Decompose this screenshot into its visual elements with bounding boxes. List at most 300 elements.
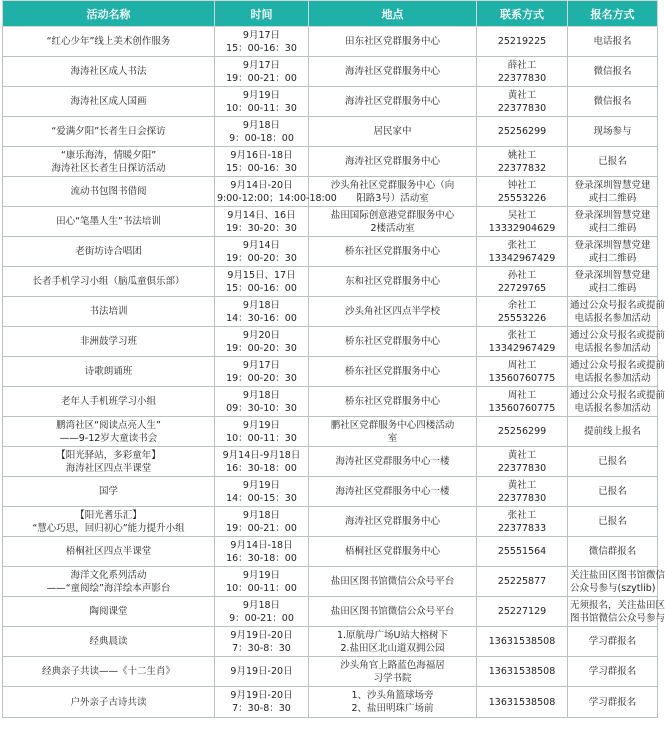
header-activity-name: 活动名称	[3, 1, 215, 27]
cell-line: 钟社工	[507, 179, 537, 191]
cell-line: 鹏社区党群服务中心四楼活动	[330, 419, 455, 431]
cell-line: 1、沙头角篮球场旁	[351, 690, 434, 701]
signup-method-cell	[568, 27, 658, 57]
table-row	[3, 177, 658, 207]
cell-line: 1.原航母广场U站大榕树下	[336, 629, 449, 641]
cell-line: 13631538508	[488, 636, 556, 647]
cell-line: 鹏湾社区“阅读点亮人生”	[56, 419, 161, 431]
signup-method-cell	[568, 417, 658, 447]
cell-line: 已报名	[598, 486, 627, 497]
location-cell	[309, 357, 477, 387]
cell-line: 2.盐田区北山道双拥公园	[340, 642, 445, 654]
contact-cell	[477, 147, 568, 177]
cell-line: 余社工	[507, 299, 537, 311]
location-cell	[309, 207, 477, 237]
cell-line: 9月19日-20日	[230, 666, 293, 677]
cell-line: 25551564	[497, 546, 547, 557]
cell-line: 梧桐社区党群服务中心	[344, 546, 440, 557]
contact-cell	[477, 57, 568, 87]
cell-line: 9月14日	[242, 239, 281, 251]
cell-line: 15：00-16：30	[226, 42, 297, 54]
cell-line: 9月14日-9月18日	[222, 449, 301, 461]
contact-cell	[477, 687, 568, 718]
contact-cell	[477, 477, 568, 507]
time-cell	[215, 477, 309, 507]
cell-line: 吴社工	[507, 209, 537, 221]
location-cell	[309, 477, 477, 507]
table-row	[3, 357, 658, 387]
contact-cell	[477, 207, 568, 237]
cell-line: 9月19日-20日	[230, 690, 293, 701]
cell-line: 【阳光驿站，多彩童年】	[56, 449, 161, 461]
contact-cell	[477, 267, 568, 297]
signup-method-cell	[568, 537, 658, 567]
cell-line: 通过公众号报名或提前	[570, 299, 665, 311]
signup-method-cell	[568, 177, 658, 207]
cell-line: 阳路3号）活动室	[356, 192, 429, 204]
header-row	[3, 1, 658, 27]
table-row	[3, 657, 658, 687]
activity-name-cell	[3, 477, 215, 507]
signup-method-cell	[568, 657, 658, 687]
location-cell	[309, 327, 477, 357]
table-row	[3, 687, 658, 718]
signup-method-cell	[568, 237, 658, 267]
cell-line: 13342967429	[488, 342, 556, 354]
cell-line: 19：00-21：00	[226, 72, 297, 84]
activity-name-cell	[3, 687, 215, 718]
cell-line: 非洲鼓学习班	[79, 336, 137, 347]
signup-method-cell	[568, 627, 658, 657]
cell-line: “红心少年”线上美术创作服务	[46, 36, 171, 47]
cell-line: 9月19日	[242, 419, 281, 431]
cell-line: 13631538508	[488, 696, 556, 708]
cell-line: 沙头角社区党群服务中心（向	[330, 179, 455, 191]
cell-line: 桥东社区党群服务中心	[344, 336, 440, 347]
table-row	[3, 537, 658, 567]
cell-line: 13560760775	[488, 372, 556, 384]
table-row	[3, 207, 658, 237]
contact-cell	[477, 327, 568, 357]
cell-line: 9月18日	[242, 509, 281, 521]
table-row	[3, 117, 658, 147]
time-cell	[215, 297, 309, 327]
cell-line: 已报名	[598, 156, 627, 167]
cell-line: 19：00-20：30	[226, 252, 297, 264]
cell-line: 海涛社区四点半课堂	[65, 462, 152, 474]
cell-line: 25225877	[497, 576, 547, 587]
cell-line: 2楼活动室	[370, 222, 415, 234]
activity-name-cell	[3, 357, 215, 387]
table-row	[3, 147, 658, 177]
cell-line: 15：00-16：00	[226, 282, 297, 294]
cell-line: 习学书院	[373, 672, 412, 684]
signup-method-cell	[568, 207, 658, 237]
cell-line: 桥东社区党群服务中心	[344, 396, 440, 407]
contact-cell	[477, 27, 568, 57]
cell-line: 经典晨读	[89, 636, 128, 647]
cell-line: “慧心巧思，回归初心”能力提升小组	[32, 522, 185, 534]
cell-line: 19：00-20：30	[226, 342, 297, 354]
cell-line: 9月18日	[242, 299, 281, 311]
activity-name-cell	[3, 87, 215, 117]
cell-line: 16：30-18：00	[226, 462, 297, 474]
activity-name-cell	[3, 537, 215, 567]
cell-line: 15：00-16：30	[226, 162, 297, 174]
cell-line: 书法培训	[89, 306, 128, 317]
time-cell	[215, 627, 309, 657]
cell-line: 学习群报名	[588, 666, 637, 677]
activity-name-cell	[3, 447, 215, 477]
contact-cell	[477, 597, 568, 627]
cell-line: 学习群报名	[588, 696, 637, 708]
signup-method-cell	[568, 57, 658, 87]
cell-line: 09：30-10：30	[226, 402, 297, 414]
signup-method-cell	[568, 147, 658, 177]
signup-method-cell	[568, 327, 665, 357]
cell-line: 9月14日、16日	[227, 209, 296, 221]
time-cell	[215, 117, 309, 147]
signup-method-cell	[568, 357, 665, 387]
cell-line: 电话报名	[593, 36, 632, 47]
table-row	[3, 627, 658, 657]
location-cell	[309, 567, 477, 597]
cell-line: 13631538508	[488, 666, 556, 677]
table-row	[3, 567, 658, 597]
cell-line: 现场参与	[593, 126, 632, 137]
cell-line: 25219225	[497, 36, 547, 47]
cell-line: 22377830	[497, 492, 547, 504]
cell-line: 沙头角社区四点半学校	[344, 306, 440, 317]
cell-line: 7：30-8：30	[232, 703, 291, 714]
location-cell	[309, 117, 477, 147]
cell-line: 19：30-20：30	[226, 222, 297, 234]
contact-cell	[477, 627, 568, 657]
cell-line: 海涛社区长者生日探访活动	[51, 162, 166, 174]
cell-line: 9月17日	[242, 59, 281, 71]
table-row	[3, 57, 658, 87]
cell-line: 通过公众号报名或提前	[570, 389, 665, 401]
cell-line: 登录深圳智慧党建	[574, 239, 651, 251]
time-cell	[215, 567, 309, 597]
cell-line: 张社工	[507, 329, 537, 341]
cell-line: 田心“笔墨人生”书法培训	[56, 216, 161, 227]
cell-line: 流动书包图书借阅	[70, 186, 147, 197]
time-cell	[215, 357, 309, 387]
cell-line: 室	[387, 432, 398, 444]
cell-line: 海涛社区党群服务中心	[344, 66, 440, 77]
events-table	[2, 0, 665, 718]
table-row	[3, 417, 658, 447]
cell-line: 黄社工	[507, 89, 537, 101]
cell-line: 孙社工	[507, 269, 537, 281]
cell-line: 9月19日	[242, 89, 281, 101]
signup-method-cell	[568, 387, 665, 417]
cell-line: 22377833	[497, 522, 547, 534]
cell-line: 海涛社区党群服务中心	[344, 516, 440, 527]
cell-line: 诗歌朗诵班	[84, 366, 133, 377]
signup-method-cell	[568, 447, 658, 477]
time-cell	[215, 687, 309, 718]
time-cell	[215, 507, 309, 537]
signup-method-cell	[568, 507, 658, 537]
header-contact: 联系方式	[477, 1, 568, 27]
activity-name-cell	[3, 117, 215, 147]
cell-line: 10：00-11：30	[226, 102, 297, 114]
cell-line: 10：00-11：00	[226, 582, 297, 594]
location-cell	[309, 537, 477, 567]
cell-line: ——“童阅绘”海洋绘本声影台	[46, 582, 171, 594]
time-cell	[215, 177, 337, 207]
cell-line: 25256299	[497, 126, 547, 137]
time-cell	[215, 57, 309, 87]
location-cell	[309, 417, 477, 447]
cell-line: 9月14日-18日	[230, 539, 293, 551]
header-time: 时间	[215, 1, 309, 27]
cell-line: 海涛社区党群服务中心	[344, 156, 440, 167]
cell-line: 9月19日	[242, 569, 281, 581]
cell-line: 9月18日	[242, 119, 281, 131]
cell-line: 22377830	[497, 462, 547, 474]
activity-name-cell	[3, 417, 215, 447]
cell-line: 25553226	[497, 312, 547, 324]
cell-line: 提前线上报名	[583, 426, 641, 437]
contact-cell	[477, 117, 568, 147]
signup-method-cell	[568, 297, 665, 327]
cell-line: 9月18日	[242, 389, 281, 401]
cell-line: 公众号参与(szytlib)	[570, 582, 656, 594]
cell-line: 9月14日-20日	[230, 179, 293, 191]
activity-name-cell	[3, 177, 215, 207]
table-row	[3, 597, 658, 627]
contact-cell	[477, 87, 568, 117]
activity-name-cell	[3, 327, 215, 357]
cell-line: 或扫二维码	[588, 222, 637, 234]
cell-line: 13560760775	[488, 402, 556, 414]
cell-line: 黄社工	[507, 449, 537, 461]
activity-name-cell	[3, 597, 215, 627]
cell-line: 姚社工	[507, 149, 537, 161]
contact-cell	[477, 567, 568, 597]
contact-cell	[477, 507, 568, 537]
table-row	[3, 387, 658, 417]
cell-line: 25227129	[497, 606, 547, 617]
cell-line: 薛社工	[507, 59, 537, 71]
signup-method-cell	[568, 87, 658, 117]
cell-line: 田东社区党群服务中心	[344, 36, 440, 47]
cell-line: 海涛社区党群服务中心一楼	[335, 456, 450, 467]
contact-cell	[477, 297, 568, 327]
cell-line: 或扫二维码	[588, 192, 637, 204]
cell-line: 海涛社区成人国画	[70, 96, 147, 107]
location-cell	[309, 657, 477, 687]
contact-cell	[477, 237, 568, 267]
cell-line: 已报名	[598, 516, 627, 527]
cell-line: 张社工	[507, 509, 537, 521]
cell-line: 黄社工	[507, 479, 537, 491]
cell-line: 9月16日-18日	[230, 149, 293, 161]
cell-line: 9月17日	[242, 29, 281, 41]
activity-name-cell	[3, 297, 215, 327]
signup-method-cell	[568, 687, 658, 718]
cell-line: 周社工	[507, 389, 537, 401]
cell-line: 22377830	[497, 72, 547, 84]
cell-line: 25256299	[497, 426, 547, 437]
contact-cell	[477, 447, 568, 477]
cell-line: “爱满夕阳”长者生日会探访	[51, 126, 166, 137]
cell-line: 19：00-20：30	[226, 372, 297, 384]
signup-method-cell	[568, 267, 658, 297]
cell-line: 盐田区图书馆微信公众号平台	[330, 606, 455, 617]
activity-name-cell	[3, 567, 215, 597]
cell-line: 沙头角官上路蓝色海福居	[340, 659, 445, 671]
time-cell	[215, 147, 309, 177]
contact-cell	[477, 417, 568, 447]
location-cell	[309, 687, 477, 718]
cell-line: 14：00-15：30	[226, 492, 297, 504]
location-cell	[309, 87, 477, 117]
cell-line: 【阳光耆乐汇】	[75, 509, 142, 521]
cell-line: 海洋文化系列活动	[70, 569, 147, 581]
cell-line: 经典亲子共读——《十二生肖》	[41, 666, 175, 677]
cell-line: 长者手机学习小组（脑瓜童俱乐部）	[32, 276, 185, 287]
time-cell	[215, 417, 309, 447]
cell-line: 无须报名，关注盐田区	[570, 599, 665, 611]
cell-line: 通过公众号报名或提前	[570, 359, 665, 371]
cell-line: 22377830	[497, 102, 547, 114]
activity-name-cell	[3, 207, 215, 237]
cell-line: 9月19日-20日	[230, 629, 293, 641]
activity-name-cell	[3, 627, 215, 657]
time-cell	[215, 597, 309, 627]
cell-line: 陶阅课堂	[89, 606, 128, 617]
cell-line: 电话报名参加活动	[574, 342, 651, 354]
cell-line: 关注盐田区图书馆微信	[570, 569, 665, 581]
cell-line: 桥东社区党群服务中心	[344, 246, 440, 257]
time-cell	[215, 657, 309, 687]
signup-method-cell	[568, 597, 665, 627]
contact-cell	[477, 387, 568, 417]
cell-line: 9月15日、17日	[227, 269, 296, 281]
cell-line: 图书馆微信公众号参与	[570, 612, 665, 624]
header-signup-method: 报名方式	[568, 1, 658, 27]
cell-line: 9月17日	[242, 359, 281, 371]
cell-line: 13332904629	[488, 222, 556, 234]
activity-name-cell	[3, 657, 215, 687]
location-cell	[309, 27, 477, 57]
cell-line: 学习群报名	[588, 636, 637, 647]
time-cell	[215, 267, 309, 297]
activity-name-cell	[3, 147, 215, 177]
cell-line: 14：30-16：00	[226, 312, 297, 324]
cell-line: 东和社区党群服务中心	[344, 276, 440, 287]
cell-line: 居民家中	[373, 126, 412, 137]
activity-name-cell	[3, 237, 215, 267]
table-row	[3, 327, 658, 357]
location-cell	[309, 297, 477, 327]
table-row	[3, 27, 658, 57]
cell-line: 梧桐社区四点半课堂	[65, 546, 152, 557]
time-cell	[215, 207, 309, 237]
cell-line: 电话报名参加活动	[574, 372, 651, 384]
cell-line: 登录深圳智慧党建	[574, 209, 651, 221]
cell-line: 22729765	[497, 282, 547, 294]
cell-line: 9月20日	[242, 329, 281, 341]
cell-line: 国学	[98, 486, 118, 497]
cell-line: 通过公众号报名或提前	[570, 329, 665, 341]
cell-line: 10：00-11：30	[226, 432, 297, 444]
time-cell	[215, 537, 309, 567]
location-cell	[309, 237, 477, 267]
activity-name-cell	[3, 267, 215, 297]
location-cell	[309, 507, 477, 537]
cell-line: 13342967429	[488, 252, 556, 264]
location-cell	[309, 627, 477, 657]
cell-line: 桥东社区党群服务中心	[344, 366, 440, 377]
location-cell	[309, 57, 477, 87]
table-row	[3, 507, 658, 537]
cell-line: 微信报名	[593, 96, 632, 107]
location-cell	[309, 147, 477, 177]
activity-name-cell	[3, 27, 215, 57]
time-cell	[215, 87, 309, 117]
table-row	[3, 237, 658, 267]
activity-name-cell	[3, 387, 215, 417]
cell-line: 9：00-18：00	[229, 132, 294, 144]
time-cell	[215, 237, 309, 267]
table-row	[3, 87, 658, 117]
cell-line: 25553226	[497, 192, 547, 204]
cell-line: 或扫二维码	[588, 282, 637, 294]
signup-method-cell	[568, 567, 665, 597]
cell-line: 登录深圳智慧党建	[574, 269, 651, 281]
cell-line: 微信报名	[593, 66, 632, 77]
cell-line: 9：00-21：00	[229, 612, 294, 624]
cell-line: 微信群报名	[588, 546, 637, 557]
time-cell	[215, 387, 309, 417]
cell-line: 9:00-12:00；14:00-18:00	[217, 192, 337, 204]
cell-line: 登录深圳智慧党建	[574, 179, 651, 191]
activity-name-cell	[3, 57, 215, 87]
location-cell	[309, 597, 477, 627]
contact-cell	[477, 357, 568, 387]
cell-line: 9月18日	[242, 599, 281, 611]
cell-line: 已报名	[598, 456, 627, 467]
time-cell	[215, 447, 309, 477]
cell-line: 盐田国际创意港党群服务中心	[330, 209, 455, 221]
contact-cell	[477, 177, 568, 207]
cell-line: 电话报名参加活动	[574, 312, 651, 324]
cell-line: 海涛社区党群服务中心一楼	[335, 486, 450, 497]
cell-line: 22377832	[497, 162, 547, 174]
cell-line: 周社工	[507, 359, 537, 371]
time-cell	[215, 27, 309, 57]
header-location: 地点	[309, 1, 477, 27]
contact-cell	[477, 657, 568, 687]
signup-method-cell	[568, 117, 658, 147]
location-cell	[309, 387, 477, 417]
cell-line: 海涛社区党群服务中心	[344, 96, 440, 107]
contact-cell	[477, 537, 568, 567]
cell-line: 海涛社区成人书法	[70, 66, 147, 77]
cell-line: 7：30-8：30	[232, 642, 291, 654]
activity-name-cell	[3, 507, 215, 537]
cell-line: 老街坊诗合唱团	[75, 246, 142, 257]
cell-line: “康乐海涛，情暖夕阳”	[60, 149, 157, 161]
cell-line: 16：30-18：00	[226, 552, 297, 564]
table-row	[3, 447, 658, 477]
cell-line: 或扫二维码	[588, 252, 637, 264]
